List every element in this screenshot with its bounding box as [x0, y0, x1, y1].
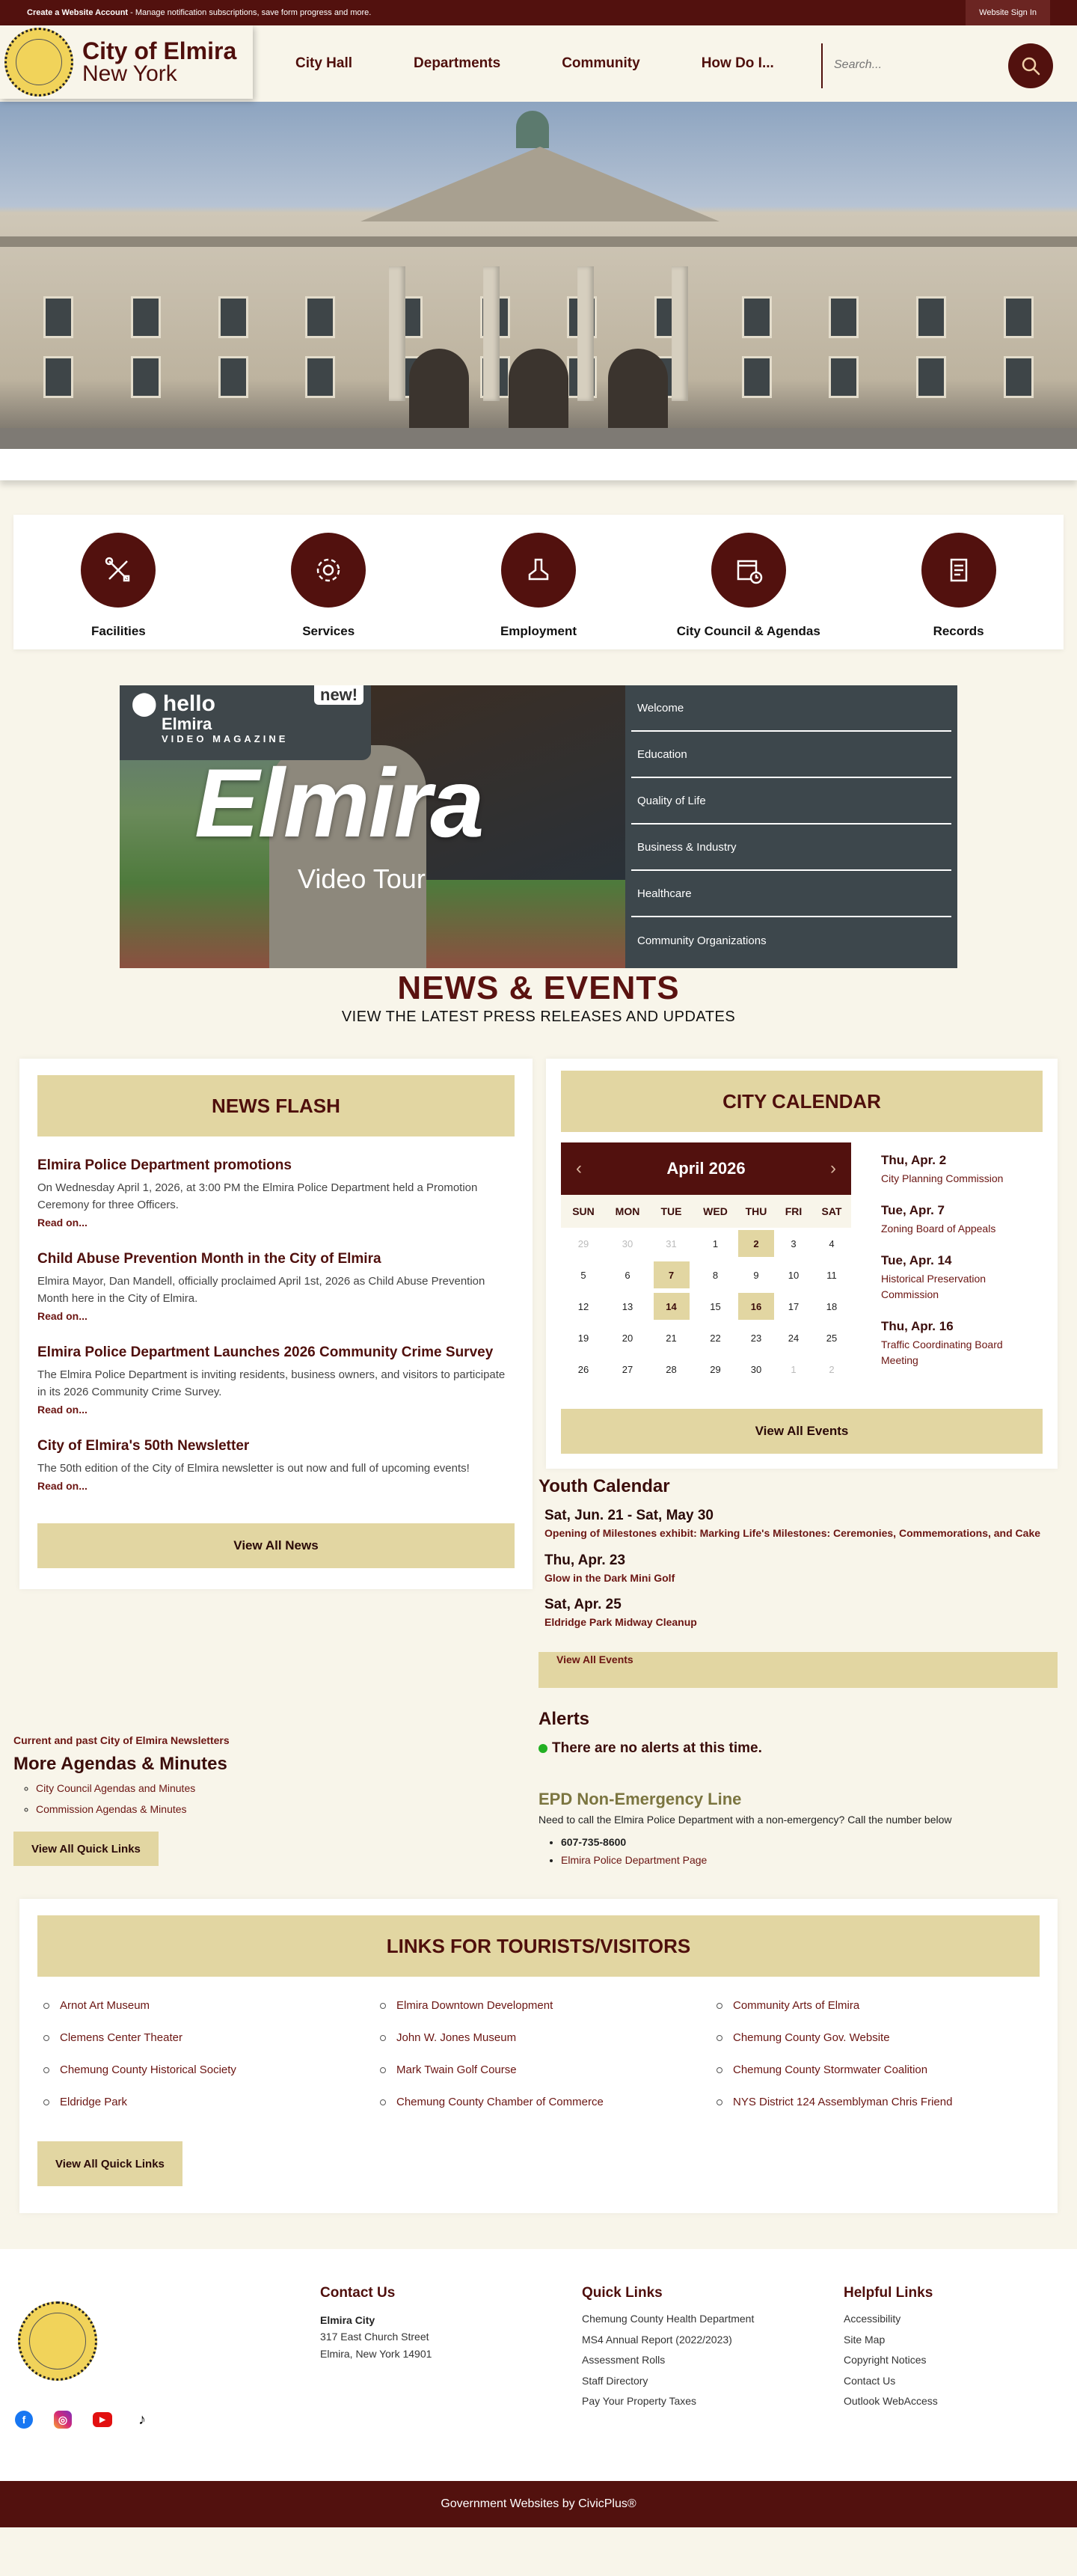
footer-link[interactable]: MS4 Annual Report (2022/2023)	[582, 2333, 732, 2346]
quick-link-employment[interactable]: Employment	[456, 533, 621, 639]
read-on-link[interactable]: Read on...	[37, 1310, 88, 1323]
youth-event-link[interactable]: Eldridge Park Midway Cleanup	[544, 1616, 697, 1629]
calendar-day: 28	[666, 1363, 677, 1375]
event-link[interactable]: Zoning Board of Appeals	[881, 1223, 996, 1235]
social-links	[15, 2411, 151, 2429]
youth-event-link[interactable]: Glow in the Dark Mini Golf	[544, 1571, 675, 1584]
site-logo[interactable]	[0, 25, 253, 99]
view-all-events-button[interactable]: View All Events	[561, 1409, 1043, 1454]
calendar-day: 9	[753, 1269, 759, 1281]
calendar-month-label: April 2026	[666, 1159, 746, 1178]
video-tour-player[interactable]	[120, 685, 625, 968]
quick-link-services[interactable]: Services	[246, 533, 411, 639]
calendar-day: 1	[712, 1237, 719, 1249]
calendar-day: 27	[622, 1363, 633, 1375]
account-promo	[27, 8, 371, 17]
contact-title: Contact Us	[320, 2285, 396, 2301]
calendar-day[interactable]: 14	[649, 1291, 693, 1322]
section-subtitle: VIEW THE LATEST PRESS RELEASES AND UPDATES	[341, 1009, 736, 1025]
instagram-icon[interactable]: ◎	[54, 2411, 72, 2429]
youth-calendar	[538, 1469, 1058, 1688]
site-footer	[0, 2249, 1077, 2481]
footer-helpful-links	[844, 2285, 938, 2415]
event-item	[881, 1153, 1043, 1187]
create-account-link[interactable]: Create a Website Account	[27, 8, 129, 17]
quick-links-title: Quick Links	[582, 2285, 663, 2301]
news-item	[37, 1437, 515, 1493]
view-all-youth-events-button[interactable]: View All Events	[538, 1652, 1058, 1688]
tourists-title: LINKS FOR TOURISTS/VISITORS	[37, 1915, 1040, 1977]
calendar-day[interactable]: 16	[737, 1291, 775, 1322]
agendas-section	[0, 1734, 538, 1866]
main-nav	[295, 25, 774, 102]
news-item-title[interactable]: Elmira Police Department promotions	[37, 1157, 292, 1173]
calendar-day: 10	[788, 1269, 800, 1281]
calendar-clock-icon	[732, 554, 765, 587]
calendar-day[interactable]: 7	[649, 1259, 693, 1291]
quick-link-records[interactable]: Records	[877, 533, 1041, 639]
document-icon	[942, 554, 975, 587]
event-date: Thu, Apr. 16	[881, 1319, 954, 1333]
footer-link[interactable]: Accessibility	[844, 2313, 901, 2325]
tourist-link[interactable]: Arnot Art Museum	[43, 1999, 380, 2012]
contact-name: Elmira City	[320, 2314, 375, 2327]
tourist-link[interactable]: Chemung County Gov. Website	[717, 2031, 1040, 2044]
alerts-section	[538, 1709, 1058, 1757]
month-calendar	[561, 1142, 851, 1385]
tourist-link[interactable]: Chemung County Stormwater Coalition	[717, 2063, 1040, 2076]
nav-how-do-i[interactable]: How Do I...	[701, 55, 774, 71]
calendar-day: 21	[666, 1332, 677, 1344]
youth-event-date: Sat, Jun. 21 - Sat, May 30	[544, 1508, 714, 1523]
quick-link-city-council-agendas[interactable]: City Council & Agendas	[666, 533, 831, 639]
clock-tower	[516, 111, 549, 148]
calendar-day: 12	[577, 1300, 589, 1312]
epd-title: EPD Non-Emergency Line	[538, 1790, 742, 1809]
footer-link[interactable]: Site Map	[844, 2333, 886, 2346]
footer-quick-links	[582, 2285, 754, 2415]
weekday-header: SUN MON TUE WED THU FRI SAT	[561, 1195, 851, 1228]
calendar-day: 15	[710, 1300, 721, 1312]
read-on-link[interactable]: Read on...	[37, 1404, 88, 1416]
tools-icon	[102, 554, 135, 587]
nav-city-hall[interactable]: City Hall	[295, 55, 353, 71]
video-menu-welcome[interactable]: Welcome	[631, 685, 951, 732]
tourist-link[interactable]: Clemens Center Theater	[43, 2031, 380, 2044]
site-title: City of Elmira	[82, 37, 237, 64]
calendar-day: 17	[788, 1300, 800, 1312]
footer-contact	[320, 2285, 432, 2362]
footer-city-seal-icon	[18, 2301, 97, 2381]
video-big-title: Elmira	[194, 748, 483, 857]
contact-street: 317 East Church Street	[320, 2331, 429, 2343]
agendas-title: More Agendas & Minutes	[13, 1754, 227, 1775]
calendar-day: 26	[577, 1363, 589, 1375]
event-item	[881, 1319, 1043, 1368]
commission-agendas-link[interactable]: Commission Agendas & Minutes	[36, 1803, 187, 1816]
news-item	[37, 1156, 515, 1230]
video-subtitle: Video Tour	[298, 863, 426, 894]
video-chapter-menu	[625, 685, 957, 968]
news-item-title[interactable]: City of Elmira's 50th Newsletter	[37, 1438, 250, 1454]
hero-image-city-hall	[0, 102, 1077, 449]
calendar-day: 22	[710, 1332, 721, 1344]
footer-link[interactable]: Contact Us	[844, 2374, 896, 2387]
section-title: NEWS & EVENTS	[397, 970, 680, 1006]
event-date: Thu, Apr. 2	[881, 1153, 947, 1167]
civicplus-credit[interactable]: Government Websites by CivicPlus®	[0, 2481, 1077, 2527]
tourists-links-card	[19, 1899, 1058, 2213]
calendar-day: 20	[622, 1332, 633, 1344]
calendar-day: 4	[829, 1237, 835, 1249]
youth-event-date: Sat, Apr. 25	[544, 1597, 622, 1613]
event-link[interactable]: City Planning Commission	[881, 1172, 1004, 1184]
top-utility-bar	[0, 0, 1077, 25]
tourist-link[interactable]: Chemung County Chamber of Commerce	[380, 2096, 717, 2108]
view-all-quick-links-button[interactable]: View All Quick Links	[13, 1832, 159, 1866]
epd-phone: • 607-735-8600	[561, 1836, 1058, 1848]
event-item	[881, 1203, 1043, 1237]
contact-city: Elmira, New York 14901	[320, 2347, 432, 2360]
gear-icon	[312, 554, 345, 587]
tourist-link[interactable]: Eldridge Park	[43, 2096, 380, 2108]
epd-page-link[interactable]: Elmira Police Department Page	[561, 1854, 708, 1867]
calendar-day: 3	[791, 1237, 797, 1249]
alerts-status: There are no alerts at this time.	[552, 1740, 762, 1757]
tourist-link[interactable]: Mark Twain Golf Course	[380, 2063, 717, 2076]
calendar-day: 5	[580, 1269, 586, 1281]
tourist-link[interactable]: Chemung County Historical Society	[43, 2063, 380, 2076]
search-icon	[1020, 55, 1041, 76]
youtube-icon[interactable]: ▶	[93, 2412, 112, 2427]
facebook-icon[interactable]: f	[15, 2411, 33, 2429]
news-item-body: The Elmira Police Department is inviting residents, business owners, and visitors to participate in its 2026 Community Crime Survey.	[37, 1368, 506, 1399]
location-pin-icon: ⬤	[132, 691, 163, 716]
calendar-day: 1	[791, 1363, 797, 1375]
calendar-day[interactable]: 2	[737, 1228, 775, 1259]
calendar-day: 13	[622, 1300, 633, 1312]
youth-event-item	[544, 1508, 1058, 1542]
alerts-title: Alerts	[538, 1709, 590, 1730]
youth-event-item	[544, 1552, 1058, 1587]
calendar-day: 30	[622, 1237, 633, 1249]
footer-link[interactable]: Chemung County Health Department	[582, 2313, 755, 2325]
news-flash-title: NEWS FLASH	[37, 1075, 515, 1136]
stamp-icon	[522, 554, 555, 587]
status-ok-icon	[538, 1744, 547, 1753]
read-on-link[interactable]: Read on...	[37, 1480, 88, 1493]
calendar-day: 23	[750, 1332, 762, 1344]
calendar-day: 30	[750, 1363, 762, 1375]
view-all-quick-links-button[interactable]: View All Quick Links	[37, 2141, 182, 2186]
prev-month-button[interactable]: ‹	[576, 1158, 582, 1178]
calendar-day: 24	[788, 1332, 800, 1344]
upcoming-events-list	[851, 1142, 1043, 1385]
site-header	[0, 25, 1077, 102]
footer-link[interactable]: Assessment Rolls	[582, 2354, 666, 2367]
event-link[interactable]: Traffic Coordinating Board Meeting	[881, 1339, 1003, 1366]
footer-link[interactable]: Copyright Notices	[844, 2354, 927, 2367]
calendar-day: 6	[625, 1269, 630, 1281]
news-item-title[interactable]: Elmira Police Department Launches 2026 Community Crime Survey	[37, 1344, 494, 1361]
nav-community[interactable]: Community	[562, 55, 640, 71]
youth-event-link[interactable]: Opening of Milestones exhibit: Marking Life's Milestones: Ceremonies, Commemorations, and Cake	[544, 1527, 1041, 1539]
event-date: Tue, Apr. 7	[881, 1203, 945, 1217]
account-promo-desc: - Manage notification subscriptions, save form progress and more.	[128, 8, 372, 17]
epd-desc: Need to call the Elmira Police Department with a non-emergency? Call the number below	[538, 1814, 952, 1826]
read-on-link[interactable]: Read on...	[37, 1217, 88, 1229]
news-item-body: Elmira Mayor, Dan Mandell, officially proclaimed April 1st, 2026 as Child Abuse Prevention Month here in the City of Elmira.	[37, 1274, 485, 1305]
city-council-agendas-link[interactable]: City Council Agendas and Minutes	[36, 1782, 196, 1795]
event-date: Tue, Apr. 14	[881, 1253, 952, 1267]
calendar-day: 25	[826, 1332, 838, 1344]
calendar-day: 11	[826, 1269, 837, 1281]
calendar-day: 18	[826, 1300, 838, 1312]
footer-link[interactable]: Staff Directory	[582, 2374, 648, 2387]
news-item	[37, 1249, 515, 1324]
new-tag: new!	[314, 685, 363, 705]
tourist-link[interactable]: John W. Jones Museum	[380, 2031, 717, 2044]
footer-link[interactable]: Pay Your Property Taxes	[582, 2395, 697, 2408]
calendar-day: 29	[710, 1363, 721, 1375]
calendar-day: 2	[829, 1363, 835, 1375]
helpful-links-title: Helpful Links	[844, 2285, 933, 2301]
video-menu-education[interactable]: Education	[631, 732, 951, 778]
search-input[interactable]	[834, 52, 984, 78]
video-magazine	[120, 685, 957, 968]
next-month-button[interactable]: ›	[829, 1158, 836, 1178]
video-menu-healthcare[interactable]: Healthcare	[631, 871, 951, 917]
newsletters-link[interactable]: Current and past City of Elmira Newsletters	[13, 1734, 230, 1747]
hello-elmira-badge: ⬤ hello Elmira VIDEO MAGAZINE	[120, 685, 371, 760]
tourist-links-grid	[37, 1999, 1040, 2108]
news-item-title[interactable]: Child Abuse Prevention Month in the City of Elmira	[37, 1251, 381, 1267]
search-divider	[821, 43, 823, 88]
news-item-body: On Wednesday April 1, 2026, at 3:00 PM the Elmira Police Department held a Promotion Ceremony for three Officers.	[37, 1181, 478, 1211]
footer-link[interactable]: Outlook WebAccess	[844, 2395, 938, 2408]
tourist-link[interactable]: Elmira Downtown Development	[380, 1999, 717, 2012]
tourist-link[interactable]: NYS District 124 Assemblyman Chris Friend	[717, 2096, 1040, 2108]
news-flash-card	[19, 1059, 533, 1589]
video-menu-quality-of-life[interactable]: Quality of Life	[631, 778, 951, 824]
quick-icons-bar	[13, 515, 1064, 649]
epd-non-emergency	[538, 1790, 1058, 1866]
calendar-day: 29	[577, 1237, 589, 1249]
view-all-news-button[interactable]: View All News	[37, 1523, 515, 1568]
tiktok-icon[interactable]: ♪	[138, 2411, 146, 2428]
news-item	[37, 1343, 515, 1417]
quick-link-facilities[interactable]: Facilities	[36, 533, 200, 639]
news-events-heading	[0, 970, 1077, 1026]
youth-event-item	[544, 1597, 1058, 1631]
youth-calendar-title: Youth Calendar	[538, 1476, 670, 1496]
nav-departments[interactable]: Departments	[414, 55, 501, 71]
news-item-body: The 50th edition of the City of Elmira newsletter is out now and full of upcoming events!	[37, 1461, 470, 1475]
site-subtitle: New York	[82, 61, 177, 86]
search-button[interactable]	[1008, 43, 1053, 88]
event-link[interactable]: Historical Preservation Commission	[881, 1273, 987, 1300]
website-sign-in-button[interactable]: Website Sign In	[966, 0, 1050, 25]
city-calendar-card	[546, 1059, 1058, 1469]
youth-event-date: Thu, Apr. 23	[544, 1552, 626, 1568]
tourist-link[interactable]: Community Arts of Elmira	[717, 1999, 1040, 2012]
video-menu-community-organizations[interactable]: Community Organizations	[637, 934, 767, 947]
calendar-day: 31	[666, 1237, 677, 1249]
calendar-day: 8	[712, 1269, 719, 1281]
video-menu-business-industry[interactable]: Business & Industry	[631, 824, 951, 871]
city-seal-icon	[4, 28, 73, 97]
city-calendar-title: CITY CALENDAR	[561, 1071, 1043, 1132]
calendar-days-grid	[561, 1228, 851, 1385]
calendar-day: 19	[577, 1332, 589, 1344]
event-item	[881, 1253, 1043, 1303]
